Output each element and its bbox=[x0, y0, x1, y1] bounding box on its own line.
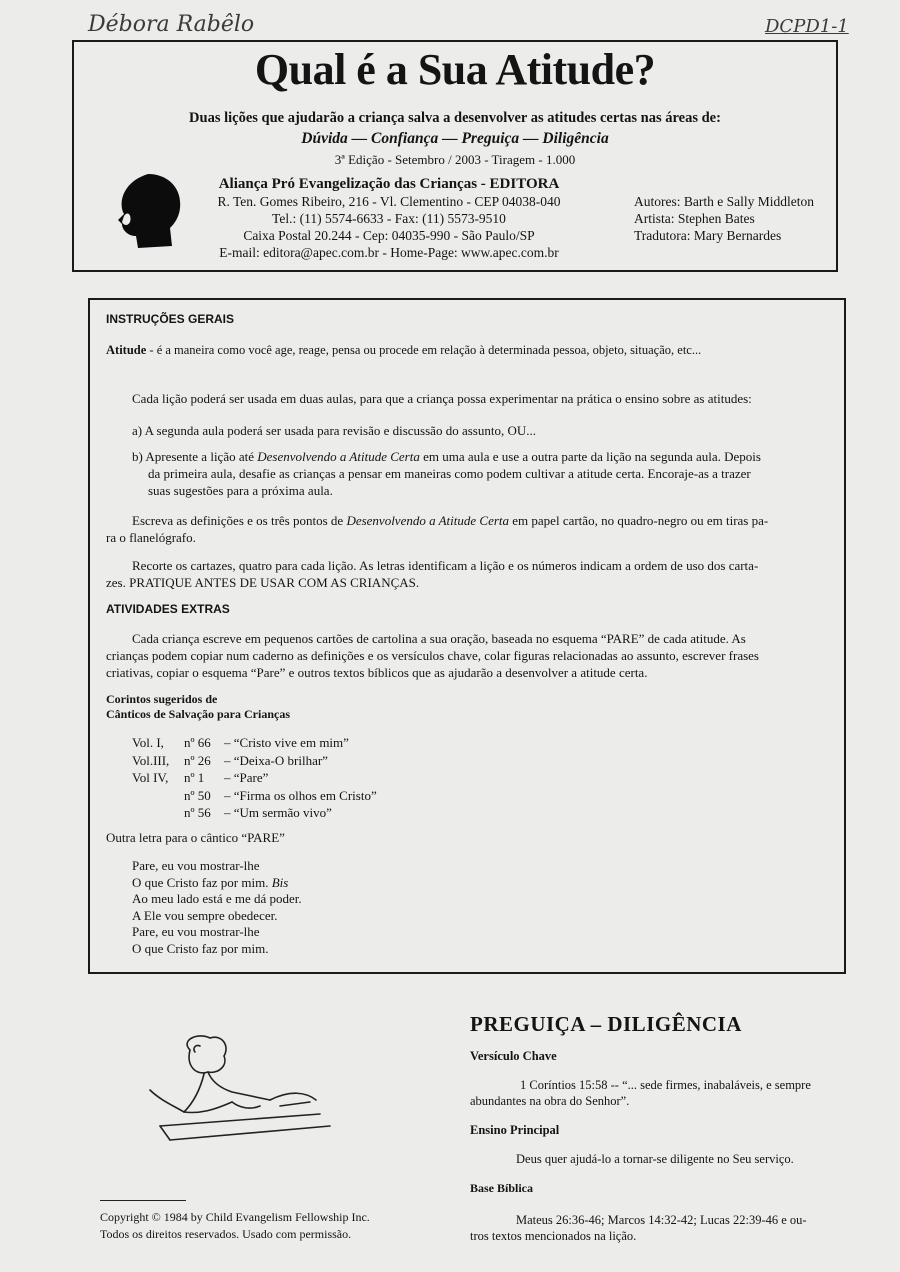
p2-em: Desenvolvendo a Atitude Certa bbox=[346, 513, 510, 528]
credit-artist: Artista: Stephen Bates bbox=[634, 211, 755, 226]
songs-list bbox=[132, 734, 377, 822]
song-item: Vol IV, nº 1 – “Pare” bbox=[132, 770, 269, 785]
extras-line-1: Cada criança escreve em pequenos cartões de cartolina a sua oração, baseada no esquema “PARE” de cada atitude. As bbox=[132, 631, 746, 646]
copyright-divider bbox=[100, 1200, 186, 1201]
item-b-post: em uma aula e use a outra parte da lição na segunda aula. Depois bbox=[419, 449, 761, 464]
lyric-line: A Ele vou sempre obedecer. bbox=[132, 907, 278, 923]
bible-base-label: Base Bíblica bbox=[470, 1181, 534, 1195]
instructions-p3-l1: Recorte os cartazes, quatro para cada lição. As letras identificam a lição e os números indicam a ordem de uso dos carta- bbox=[132, 558, 759, 573]
credit-translator: Tradutora: Mary Bernardes bbox=[634, 228, 782, 243]
extras-line-2: crianças podem copiar num caderno as definições e os versículos chave, colar figuras relacionadas ao assunto, escrever frases bbox=[106, 648, 759, 663]
credit-authors: Autores: Barth e Sally Middleton bbox=[634, 194, 814, 209]
instructions-heading: INSTRUÇÕES GERAIS bbox=[106, 312, 235, 326]
child-head-logo-icon bbox=[108, 170, 190, 252]
instructions-item-b-l2: da primeira aula, desafie as crianças a pensar em maneiras como podem cultivar a atitude certa. Encoraje-as a trazer bbox=[148, 466, 751, 481]
child-praying-illustration bbox=[140, 1030, 340, 1150]
instructions-item-b bbox=[132, 448, 761, 465]
key-verse-label: Versículo Chave bbox=[470, 1049, 557, 1063]
publisher-contact: E-mail: editora@apec.com.br - Home-Page: www.apec.com.br bbox=[219, 245, 559, 260]
themes: Dúvida — Confiança — Preguiça — Diligência bbox=[301, 130, 609, 147]
handwritten-code: DCPD1-1 bbox=[765, 16, 849, 37]
lyric-line: O que Cristo faz por mim. Bis bbox=[132, 874, 289, 890]
bible-base-line-1: Mateus 26:36-46; Marcos 14:32-42; Lucas 22:39-46 e ou- bbox=[516, 1213, 807, 1227]
subtitle: Duas lições que ajudarão a criança salva a desenvolver as atitudes certas nas áreas de: bbox=[189, 110, 721, 126]
bis-mark: Bis bbox=[271, 874, 289, 890]
lyric-line: Pare, eu vou mostrar-lhe bbox=[132, 858, 260, 873]
instructions-item-a: a) A segunda aula poderá ser usada para revisão e discussão do assunto, OU... bbox=[132, 423, 536, 438]
handwritten-name: Débora Rabêlo bbox=[88, 12, 255, 37]
copyright-line-1: Copyright © 1984 by Child Evangelism Fellowship Inc. bbox=[100, 1210, 370, 1224]
publisher-name: Aliança Pró Evangelização das Crianças - EDITORA bbox=[218, 176, 560, 192]
definition-text: - é a maneira como você age, reage, pensa ou procede em relação à determinada pessoa, objeto, situação, etc... bbox=[146, 343, 702, 357]
lyric-line: Ao meu lado está e me dá poder. bbox=[132, 891, 302, 906]
extras-heading: ATIVIDADES EXTRAS bbox=[106, 602, 230, 616]
instructions-box bbox=[88, 298, 846, 974]
song-item: Vol.III, nº 26 – “Deixa-O brilhar” bbox=[132, 752, 328, 768]
song-item: Vol. I, nº 66 – “Cristo vive em mim” bbox=[132, 735, 349, 750]
instructions-item-b-l3: suas sugestões para a próxima aula. bbox=[148, 483, 333, 498]
song-item: nº 56 – “Um sermão vivo” bbox=[184, 805, 332, 820]
p2-pre: Escreva as definições e os três pontos de bbox=[132, 513, 347, 528]
lesson-title: PREGUIÇA – DILIGÊNCIA bbox=[470, 1012, 742, 1036]
extras-line-3: criativas, copiar o esquema “Pare” e outros textos bíblicos que as ajudarão a desenvolver a atitude certa. bbox=[106, 665, 648, 680]
lyric-line: Pare, eu vou mostrar-lhe bbox=[132, 924, 260, 939]
song-item: nº 50 – “Firma os olhos em Cristo” bbox=[184, 787, 377, 803]
page-title: Qual é a Sua Atitude? bbox=[254, 45, 656, 94]
header-box bbox=[72, 40, 838, 272]
instructions-p2 bbox=[132, 512, 768, 529]
instructions-p2-l2: ra o flanelógrafo. bbox=[106, 530, 196, 545]
lyrics bbox=[132, 858, 302, 957]
songs-heading-1: Corintos sugeridos de bbox=[106, 692, 218, 706]
publisher-address: R. Ten. Gomes Ribeiro, 216 - Vl. Clementino - CEP 04038-040 bbox=[217, 194, 561, 209]
lyric-line: O que Cristo faz por mim. bbox=[132, 940, 269, 956]
main-teaching-label: Ensino Principal bbox=[470, 1123, 560, 1137]
key-verse-line-1: 1 Coríntios 15:58 -- “... sede firmes, inabaláveis, e sempre bbox=[520, 1078, 811, 1092]
other-lyrics-heading: Outra letra para o cântico “PARE” bbox=[106, 830, 285, 845]
songs-heading-2: Cânticos de Salvação para Crianças bbox=[106, 707, 290, 721]
edition: 3ª Edição - Setembro / 2003 - Tiragem - 1.000 bbox=[334, 152, 576, 167]
item-b-pre: b) Apresente a lição até bbox=[132, 449, 258, 464]
copyright-line-2: Todos os direitos reservados. Usado com permissão. bbox=[100, 1227, 352, 1241]
instructions-p3-l2: zes. PRATIQUE ANTES DE USAR COM AS CRIANÇAS. bbox=[106, 575, 420, 590]
item-b-em: Desenvolvendo a Atitude Certa bbox=[257, 449, 420, 464]
p2-post: em papel cartão, no quadro-negro ou em tiras pa- bbox=[509, 513, 769, 528]
main-teaching-text: Deus quer ajudá-lo a tornar-se diligente no Seu serviço. bbox=[516, 1152, 794, 1166]
instructions-p1: Cada lição poderá ser usada em duas aulas, para que a criança possa experimentar na prática o ensino sobre as atitudes: bbox=[132, 391, 752, 406]
attitude-definition bbox=[106, 342, 701, 359]
publisher-phone: Tel.: (11) 5574-6633 - Fax: (11) 5573-9510 bbox=[272, 211, 506, 226]
definition-term: Atitude bbox=[106, 343, 147, 357]
publisher-postal: Caixa Postal 20.244 - Cep: 04035-990 - São Paulo/SP bbox=[243, 228, 535, 243]
bible-base-line-2: tros textos mencionados na lição. bbox=[470, 1229, 637, 1243]
key-verse-line-2: abundantes na obra do Senhor”. bbox=[470, 1094, 630, 1108]
